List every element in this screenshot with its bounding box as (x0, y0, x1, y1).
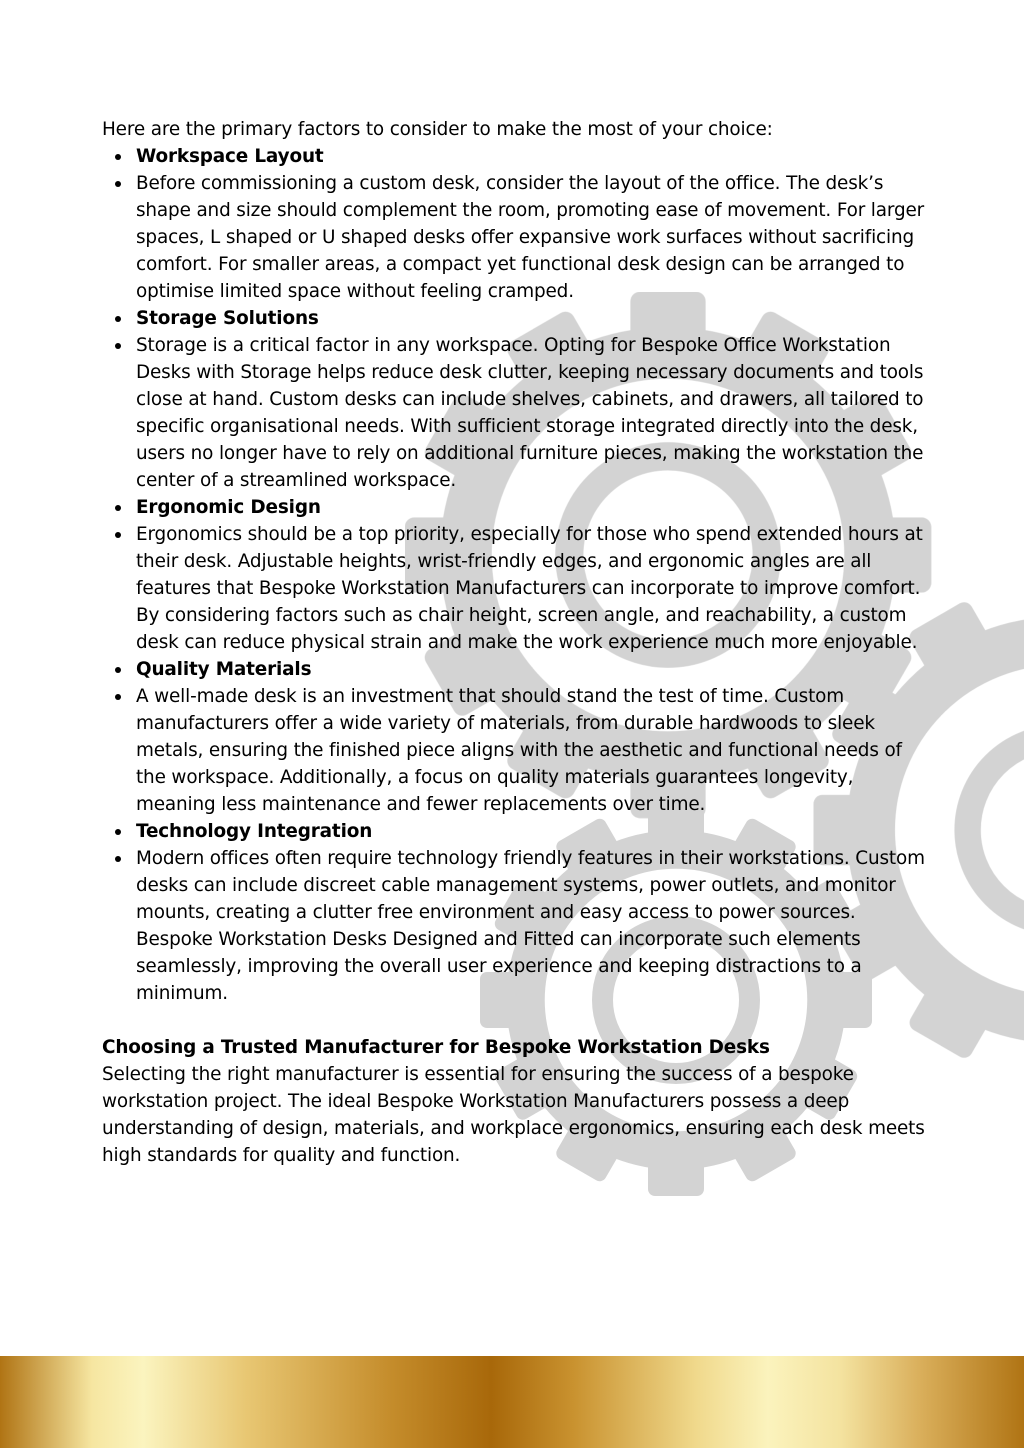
section-paragraph: Selecting the right manufacturer is essential for ensuring the success of a bespoke workstation project. The ideal Bespoke Workstation Manufacturers possess a deep understanding of design, materials, and workplace ergonomics, ensuring each desk meets high standards for quality and function. (102, 1064, 925, 1166)
factors-list (102, 143, 932, 1007)
factor-heading-technology-integration: Technology Integration (102, 818, 932, 845)
factor-body-technology-integration: Modern offices often require technology friendly features in their workstations. Custom desks can include discreet cable management systems, power outlets, and monitor mounts, creating a clutter free environment and easy access to power sources. Bespoke Workstation Desks Designed and Fitted can incorporate such elements seamlessly, improving the overall user experience and keeping distractions to a minimum. (102, 845, 932, 1007)
factor-heading-storage-solutions: Storage Solutions (102, 305, 932, 332)
section-title: Choosing a Trusted Manufacturer for Bespoke Workstation Desks (102, 1037, 770, 1058)
document-body (102, 116, 932, 1169)
factor-body-quality-materials: A well-made desk is an investment that should stand the test of time. Custom manufacturers offer a wide variety of materials, from durable hardwoods to sleek metals, ensuring the finished piece aligns with the aesthetic and functional needs of the workspace. Additionally, a focus on quality materials guarantees longevity, meaning less maintenance and fewer replacements over time. (102, 683, 932, 818)
factor-heading-workspace-layout: Workspace Layout (102, 143, 932, 170)
factor-heading-ergonomic-design: Ergonomic Design (102, 494, 932, 521)
factor-body-workspace-layout: Before commissioning a custom desk, consider the layout of the office. The desk’s shape and size should complement the room, promoting ease of movement. For larger spaces, L shaped or U shaped desks offer expansive work surfaces without sacrificing comfort. For smaller areas, a compact yet functional desk design can be arranged to optimise limited space without feeling cramped. (102, 170, 932, 305)
factor-body-ergonomic-design: Ergonomics should be a top priority, especially for those who spend extended hours at their desk. Adjustable heights, wrist-friendly edges, and ergonomic angles are all features that Bespoke Workstation Manufacturers can incorporate to improve comfort. By considering factors such as chair height, screen angle, and reachability, a custom desk can reduce physical strain and make the work experience much more enjoyable. (102, 521, 932, 656)
factor-body-storage-solutions: Storage is a critical factor in any workspace. Opting for Bespoke Office Workstation Desks with Storage helps reduce desk clutter, keeping necessary documents and tools close at hand. Custom desks can include shelves, cabinets, and drawers, all tailored to specific organisational needs. With sufficient storage integrated directly into the desk, users no longer have to rely on additional furniture pieces, making the workstation the center of a streamlined workspace. (102, 332, 932, 494)
factor-heading-quality-materials: Quality Materials (102, 656, 932, 683)
gold-footer-band (0, 1356, 1024, 1448)
intro-paragraph: Here are the primary factors to consider to make the most of your choice: (102, 119, 773, 140)
